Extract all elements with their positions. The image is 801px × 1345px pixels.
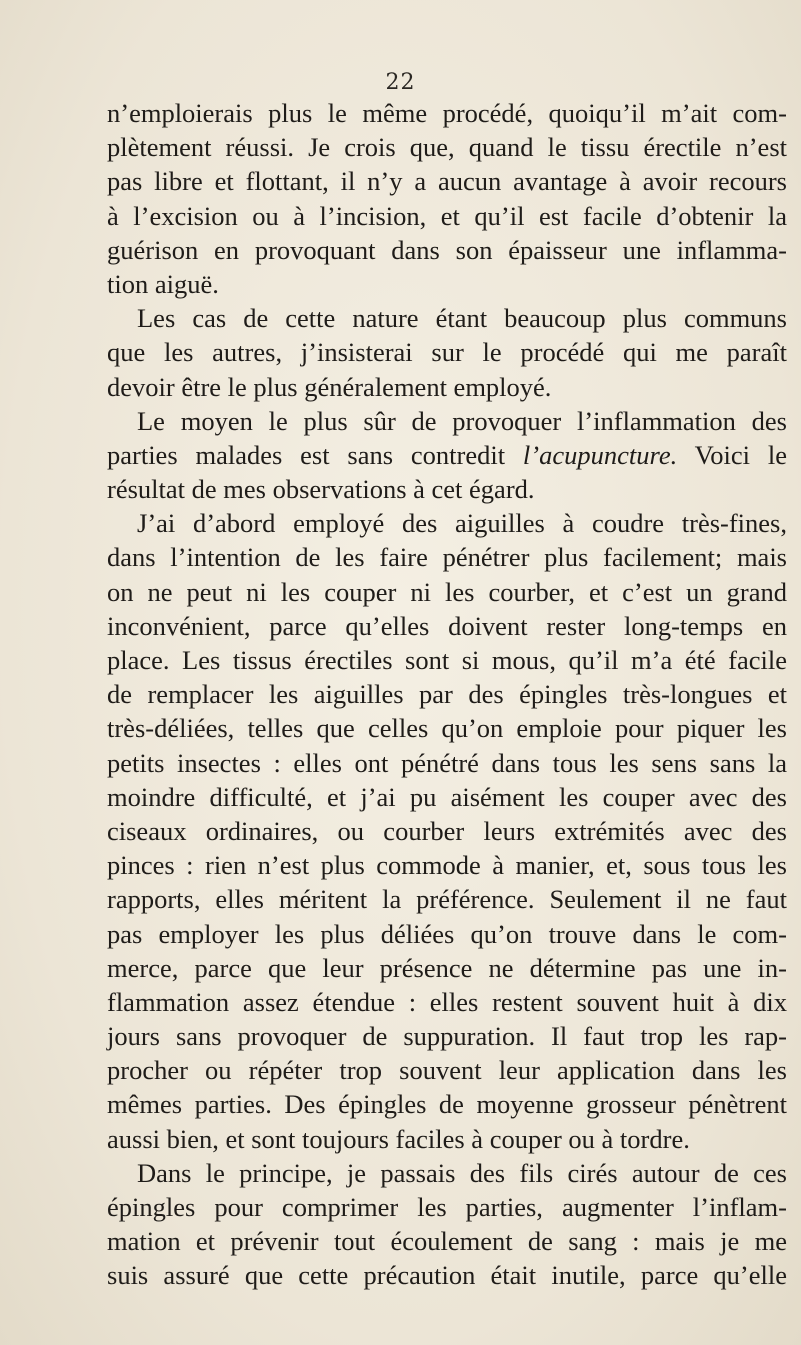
text-line-content: épingles pour comprimer les parties, augmenter l’inflam- <box>107 1192 787 1222</box>
text-line-content: Dans le principe, je passais des fils cirés autour de ces <box>137 1157 787 1188</box>
text-line-content: rapports, elles méritent la préférence. Seulement il ne faut <box>107 884 787 915</box>
text-line-content: à l’excision ou à l’incision, et qu’il est facile d’obtenir la <box>107 200 787 231</box>
page-number: 22 <box>385 70 416 95</box>
text-line <box>107 301 787 335</box>
text-line-content: pas employer les plus déliées qu’on trouve dans le com- <box>107 918 787 949</box>
text-line-content: jours sans provoquer de suppuration. Il faut trop les rap- <box>107 1021 787 1052</box>
text-line <box>107 96 787 130</box>
body-text <box>107 96 787 1293</box>
text-line-content: Le moyen le plus sûr de provoquer l’inflammation des <box>137 405 787 436</box>
text-line <box>107 609 787 643</box>
text-line-content: merce, parce que leur présence ne détermine pas une in- <box>107 952 787 983</box>
text-line <box>107 1019 787 1053</box>
text-line <box>107 814 787 848</box>
text-line <box>107 164 787 198</box>
text-line-content: petits insectes : elles ont pénétré dans tous les sens sans la <box>107 747 787 778</box>
text-line <box>107 472 787 506</box>
text-line <box>107 199 787 233</box>
text-line-content: Les cas de cette nature étant beaucoup plus communs <box>137 303 787 334</box>
text-line-content: inconvénient, parce qu’elles doivent rester long-temps en <box>107 610 787 641</box>
text-line <box>107 1156 787 1190</box>
text-line-content: dans l’intention de les faire pénétrer plus facilement; mais <box>107 542 787 573</box>
text-line-content: procher ou répéter trop souvent leur application dans les <box>107 1055 787 1086</box>
text-line-content: place. Les tissus érectiles sont si mous, qu’il m’a été facile <box>107 645 787 675</box>
text-line-content: parties malades est sans contredit <box>107 439 506 470</box>
text-line-content: très-déliées, telles que celles qu’on emploie pour piquer les <box>107 713 787 744</box>
text-line-content: plètement réussi. Je crois que, quand le tissu érectile n’est <box>107 132 787 163</box>
text-line <box>107 404 787 438</box>
text-line <box>107 917 787 951</box>
text-line <box>107 370 787 404</box>
text-line-content: devoir être le plus généralement employé. <box>107 371 552 402</box>
text-line <box>107 335 787 369</box>
text-line-content: pinces : rien n’est plus commode à manier, et, sous tous les <box>107 850 787 881</box>
text-line-content: suis assuré que cette précaution était inutile, parce qu’elle <box>107 1260 787 1291</box>
text-line <box>107 575 787 609</box>
text-line <box>107 1122 787 1156</box>
text-line <box>107 882 787 916</box>
text-line-content: on ne peut ni les couper ni les courber, et c’est un grand <box>107 576 787 607</box>
text-line <box>107 780 787 814</box>
italic-term: l’acupuncture. <box>522 439 678 470</box>
text-line-content: guérison en provoquant dans son épaisseur une inflamma- <box>107 234 787 265</box>
text-line <box>107 1053 787 1087</box>
text-line <box>107 1190 787 1224</box>
text-line <box>107 1087 787 1121</box>
text-line-content: moindre difficulté, et j’ai pu aisément les couper avec des <box>107 781 787 812</box>
text-line <box>107 267 787 301</box>
text-line <box>107 130 787 164</box>
text-line-content: tion aiguë. <box>107 268 219 299</box>
text-line-content: n’emploierais plus le même procédé, quoiqu’il m’ait com- <box>107 98 787 128</box>
text-line-content: ciseaux ordinaires, ou courber leurs extrémités avec des <box>107 815 787 846</box>
text-line-content: mêmes parties. Des épingles de moyenne grosseur pénètrent <box>107 1089 787 1120</box>
text-line-content: aussi bien, et sont toujours faciles à couper ou à tordre. <box>107 1123 690 1154</box>
text-line-content: de remplacer les aiguilles par des épingles très-longues et <box>107 679 787 710</box>
text-line <box>107 1258 787 1292</box>
text-line <box>107 540 787 574</box>
text-line-continuation: Voici le <box>677 439 787 470</box>
text-line <box>107 711 787 745</box>
text-line-content: résultat de mes observations à cet égard. <box>107 474 535 505</box>
text-line <box>107 233 787 267</box>
text-line-content: pas libre et flottant, il n’y a aucun avantage à avoir recours <box>107 166 787 197</box>
text-line <box>107 951 787 985</box>
text-line <box>107 848 787 882</box>
text-line-content: mation et prévenir tout écoulement de sang : mais je me <box>107 1226 787 1257</box>
text-line <box>107 985 787 1019</box>
text-line <box>107 746 787 780</box>
text-line-content: que les autres, j’insisterai sur le procédé qui me paraît <box>107 337 787 368</box>
text-line-content: flammation assez étendue : elles restent souvent huit à dix <box>107 986 787 1017</box>
text-line <box>107 643 787 677</box>
text-line <box>107 438 787 472</box>
text-line <box>107 677 787 711</box>
text-line <box>107 1224 787 1258</box>
text-line <box>107 506 787 540</box>
text-line-content: J’ai d’abord employé des aiguilles à coudre très-fines, <box>137 508 787 539</box>
